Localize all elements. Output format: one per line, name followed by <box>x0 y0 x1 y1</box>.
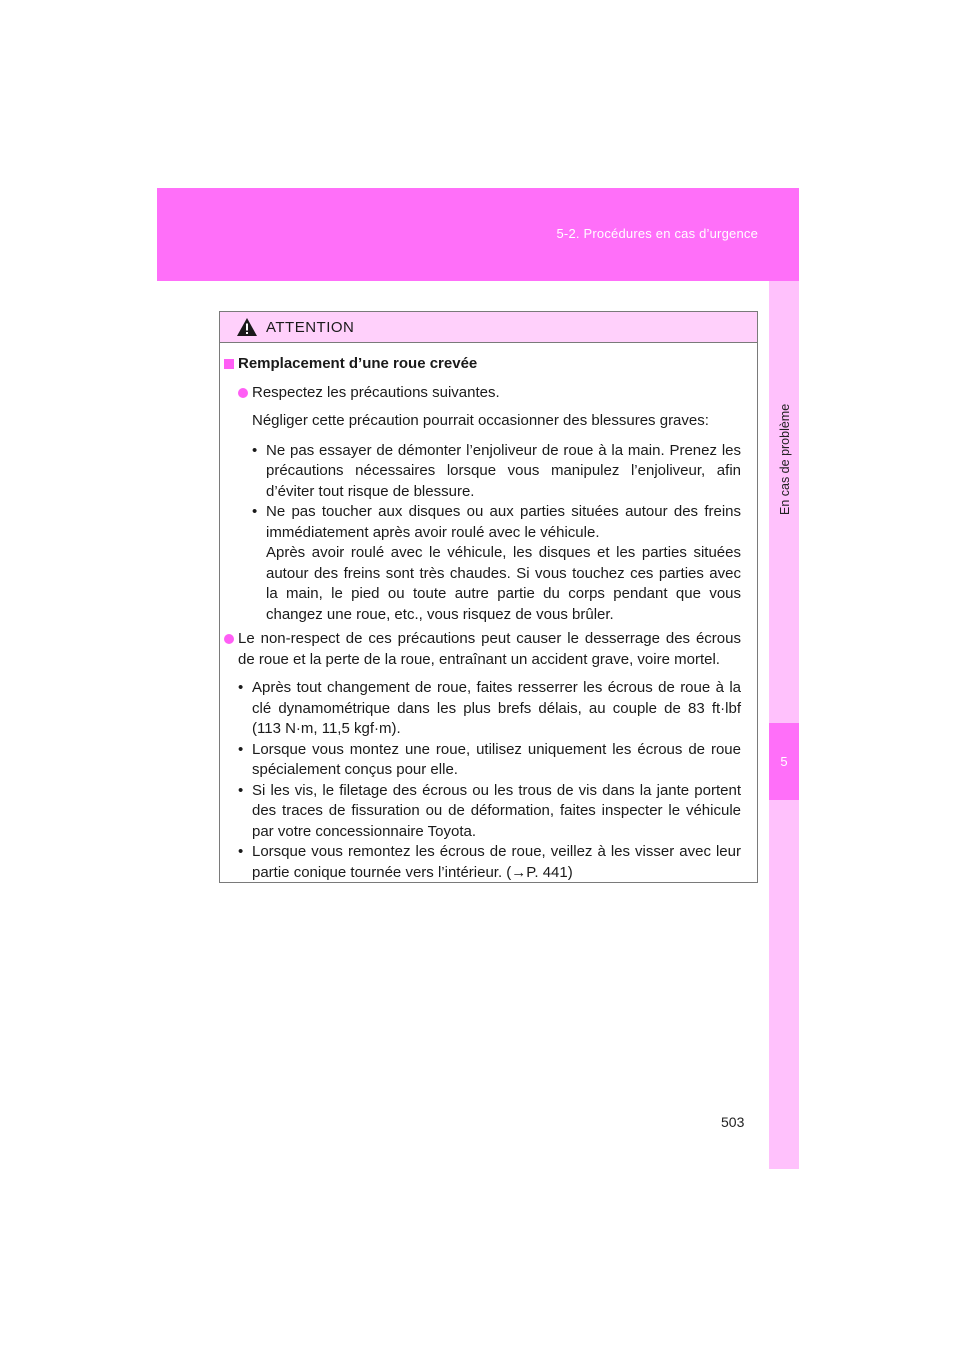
round-bullet-icon <box>238 388 248 398</box>
round-bullet-icon <box>224 634 234 644</box>
sub-list-item: • Lorsque vous montez une roue, utilisez uniquement les écrous de roue spécialement conçus pour elle. <box>238 740 741 778</box>
item-text: Respectez les précautions suivantes. <box>252 383 500 401</box>
sub-list-item: • Ne pas essayer de démonter l’enjoliveur de roue à la main. Prenez les précautions nécessaires lorsque vous manipulez l’enjoliveur, afin d’éviter tout risque de blessure. <box>252 441 741 500</box>
sub-list <box>224 678 741 883</box>
square-bullet-icon <box>224 359 234 369</box>
sub-list <box>224 441 741 626</box>
warning-label: ATTENTION <box>266 318 355 336</box>
item-paragraph: Négliger cette précaution pourrait occasionner des blessures graves: <box>252 412 709 429</box>
chapter-title: En cas de problème <box>778 404 792 516</box>
sub-list-item: • Après tout changement de roue, faites resserrer les écrous de roue à la clé dynamométrique dans les plus brefs délais, au couple de 83 ft·lbf (113 N·m, 11,5 kgf·m). <box>238 679 741 737</box>
warning-box <box>219 311 758 883</box>
section-reference: 5-2. Procédures en cas d’urgence <box>556 226 758 241</box>
warning-triangle-icon <box>236 317 258 337</box>
sub-list-item: • Lorsque vous remontez les écrous de roue, veillez à les visser avec leur partie conique tournée vers l’intérieur. (→P. 441) <box>238 843 741 881</box>
chapter-number: 5 <box>780 754 788 769</box>
warning-header <box>220 312 757 343</box>
list-item <box>224 383 741 404</box>
warning-body <box>220 343 757 883</box>
chapter-sidebar <box>769 281 799 1169</box>
sub-list-item: • Ne pas toucher aux disques ou aux parties situées autour des freins immédiatement après avoir roulé avec le véhicule. <box>252 503 741 541</box>
item-text: Le non-respect de ces précautions peut causer le desserrage des écrous de roue et la perte de la roue, entraînant un accident grave, voire mortel. <box>238 630 741 668</box>
page-number: 503 <box>721 1114 745 1130</box>
list-item <box>224 629 741 670</box>
warning-heading-text: Remplacement d’une roue crevée <box>238 355 478 372</box>
sub-list-item: Après avoir roulé avec le véhicule, les disques et les parties situées autour des freins sont très chaudes. Si vous touchez ces parties avec la main, le pied ou toute autre partie du corps pendant que vous changez une roue, etc., vous risquez de vous brûler. <box>266 544 741 623</box>
warning-heading <box>224 354 741 375</box>
sub-list-item: • Si les vis, le filetage des écrous ou les trous de vis dans la jante portent des traces de fissuration ou de déformation, faites inspecter le véhicule par votre concessionnaire Toyota. <box>238 781 741 840</box>
header-band <box>157 188 799 281</box>
